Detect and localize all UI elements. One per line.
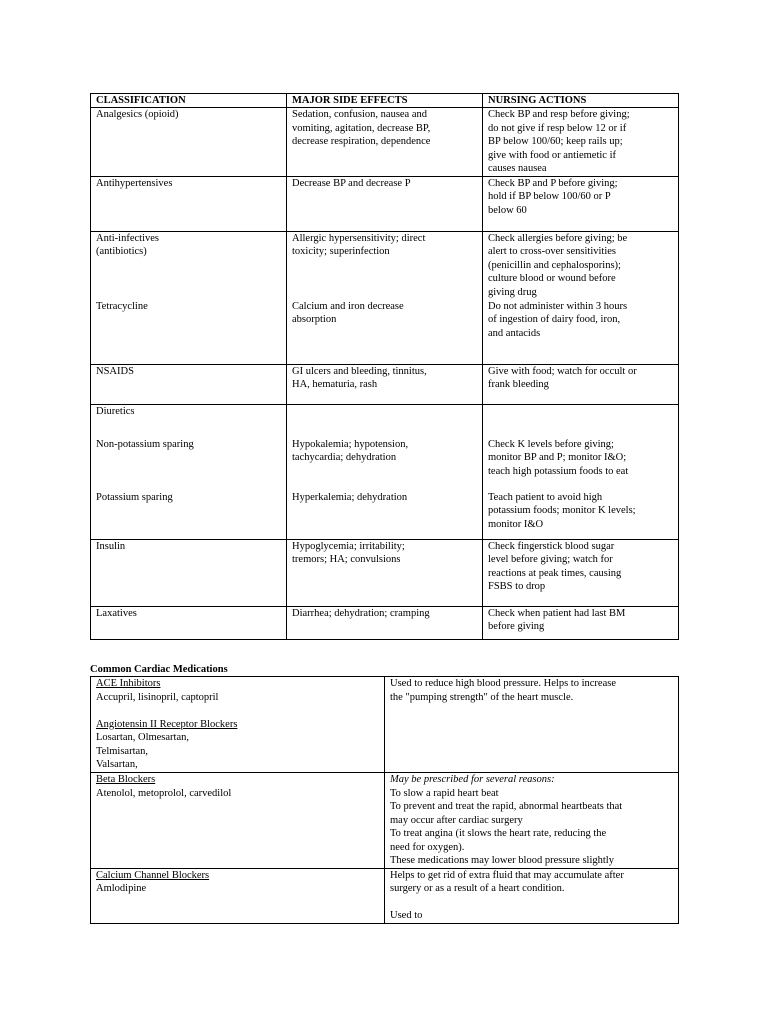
sub-entry	[488, 438, 673, 479]
side-effects-cell	[287, 539, 483, 606]
drug-use-cell	[385, 677, 679, 773]
cell-text-line: do not give if resp below 12 or if	[488, 122, 627, 134]
cell-text-line: Calcium and iron decrease	[292, 300, 404, 312]
cell-text-line: causes nausea	[488, 163, 547, 174]
cell-text-line: teach high potassium foods to eat	[488, 465, 629, 477]
cell-text-line: Diuretics	[96, 405, 135, 417]
cell-text-line: To slow a rapid heart beat	[390, 787, 499, 799]
side-effects-cell	[287, 404, 483, 539]
cell-text-line: absorption	[292, 314, 337, 325]
cell-text-line: need for oxygen).	[390, 841, 465, 853]
cell-text-line: Analgesics (opioid)	[96, 109, 179, 120]
cell-text-line: BP below 100/60; keep rails up;	[488, 136, 623, 147]
sub-entry	[292, 300, 477, 327]
cell-text-line: and antacids	[488, 327, 541, 339]
nursing-actions-cell	[483, 539, 679, 606]
cell-text-line: To prevent and treat the rapid, abnormal heartbeats that	[390, 801, 623, 812]
cell-text-line: Check BP and P before giving;	[488, 177, 618, 189]
table-row	[91, 108, 679, 177]
cell-text-line: (penicillin and cephalosporins);	[488, 259, 621, 271]
classification-cell	[91, 539, 287, 606]
column-header-nursing-actions: NURSING ACTIONS	[483, 94, 679, 108]
cell-text-line: Hypoglycemia; irritability;	[292, 540, 405, 552]
cell-text-line: May be prescribed for several reasons:	[390, 774, 555, 785]
nursing-actions-cell	[483, 606, 679, 639]
table-row	[91, 364, 679, 404]
cell-text-line: monitor BP and P; monitor I&O;	[488, 452, 627, 463]
cell-text-line: tremors; HA; convulsions	[292, 554, 401, 565]
cell-text-line: Do not administer within 3 hours	[488, 300, 628, 312]
cardiac-section-title: Common Cardiac Medications	[90, 664, 228, 675]
table-row	[91, 773, 679, 869]
cell-text-line: Give with food; watch for occult or	[488, 365, 637, 377]
cell-text-line: Non-potassium sparing	[96, 438, 194, 450]
cell-text-line: Used to	[390, 910, 423, 921]
side-effects-cell	[287, 231, 483, 364]
nursing-actions-cell	[483, 231, 679, 364]
table-row	[91, 231, 679, 364]
classification-cell	[91, 176, 287, 231]
drug-class-heading: Beta Blockers	[96, 774, 156, 785]
cell-text-line: Teach patient to avoid high	[488, 491, 603, 503]
cell-text-line: Laxatives	[96, 607, 137, 619]
nursing-actions-cell	[483, 404, 679, 539]
cell-text-line: tachycardia; dehydration	[292, 452, 397, 463]
cell-text-line: the "pumping strength" of the heart muscle.	[390, 691, 574, 703]
table-row	[91, 677, 679, 773]
side-effects-cell	[287, 176, 483, 231]
classification-cell	[91, 404, 287, 539]
cell-text-line: To treat angina (it slows the heart rate, reducing the	[390, 828, 607, 839]
nursing-actions-cell	[483, 176, 679, 231]
cell-text-line: Losartan, Olmesartan,	[96, 732, 190, 743]
cell-text-line: HA, hematuria, rash	[292, 379, 378, 390]
classification-cell	[91, 364, 287, 404]
cell-text-line: giving drug	[488, 286, 537, 298]
cell-text-line: Accupril, lisinopril, captopril	[96, 691, 219, 703]
table-row	[91, 868, 679, 923]
cell-text-line: Tetracycline	[96, 300, 148, 312]
cell-text-line: surgery or as a result of a heart condition.	[390, 883, 565, 894]
cell-text-line: decrease respiration, dependence	[292, 136, 431, 147]
cell-text-line: Check allergies before giving; be	[488, 232, 628, 244]
cell-text-line: give with food or antiemetic if	[488, 149, 617, 161]
cell-text-line: toxicity; superinfection	[292, 246, 390, 257]
side-effects-cell	[287, 606, 483, 639]
cell-text-line	[96, 704, 379, 718]
cell-text-line: level before giving; watch for	[488, 554, 613, 565]
cell-text-line: Valsartan,	[96, 759, 138, 770]
cell-text-line: monitor I&O	[488, 518, 544, 530]
sub-entry	[96, 491, 281, 505]
cell-text-line: before giving	[488, 621, 545, 632]
nursing-actions-cell	[483, 364, 679, 404]
cell-text-line: Diarrhea; dehydration; cramping	[292, 607, 430, 619]
side-effects-cell	[287, 108, 483, 177]
cell-text-line: below 60	[488, 204, 527, 216]
cell-text-line: FSBS to drop	[488, 581, 546, 592]
cell-text-line: alert to cross-over sensitivities	[488, 246, 617, 257]
cell-text-line: GI ulcers and bleeding, tinnitus,	[292, 365, 427, 377]
cell-text-line: Atenolol, metoprolol, carvedilol	[96, 787, 232, 799]
cell-text-line: Potassium sparing	[96, 491, 173, 503]
cell-text-line: vomiting, agitation, decrease BP,	[292, 122, 431, 134]
cell-text-line: (antibiotics)	[96, 246, 147, 257]
sub-entry	[292, 491, 477, 505]
column-header-side-effects: MAJOR SIDE EFFECTS	[287, 94, 483, 108]
classification-cell	[91, 231, 287, 364]
cell-text-line: Allergic hypersensitivity; direct	[292, 232, 426, 244]
drug-use-cell	[385, 868, 679, 923]
cell-text-line: Hypokalemia; hypotension,	[292, 438, 409, 450]
sub-entry	[96, 300, 281, 314]
table-row	[91, 404, 679, 539]
sub-entry	[488, 491, 673, 532]
cell-text-line: Antihypertensives	[96, 177, 173, 189]
table-header-row	[91, 94, 679, 108]
drug-class-heading: Calcium Channel Blockers	[96, 869, 210, 881]
side-effects-cell	[287, 364, 483, 404]
cell-text-line: of ingestion of dairy food, iron,	[488, 314, 621, 325]
cell-text-line: Check BP and resp before giving;	[488, 109, 630, 120]
classification-cell	[91, 606, 287, 639]
cell-text-line: potassium foods; monitor K levels;	[488, 505, 636, 516]
drug-class-heading: Angiotensin II Receptor Blockers	[96, 718, 238, 730]
cell-text-line: Check when patient had last BM	[488, 607, 626, 619]
cell-text-line: Helps to get rid of extra fluid that may accumulate after	[390, 869, 624, 881]
cell-text-line: Used to reduce high blood pressure. Helps to increase	[390, 678, 616, 689]
cell-text-line: culture blood or wound before	[488, 273, 616, 284]
cell-text-line: NSAIDS	[96, 365, 134, 377]
table-row	[91, 539, 679, 606]
cardiac-medications-table	[90, 676, 679, 924]
cell-text-line: may occur after cardiac surgery	[390, 814, 523, 826]
column-header-classification: CLASSIFICATION	[91, 94, 287, 108]
table-row	[91, 606, 679, 639]
cell-text-line: reactions at peak times, causing	[488, 567, 622, 579]
sub-entry	[96, 438, 281, 452]
drug-class-heading: ACE Inhibitors	[96, 678, 161, 689]
drug-use-cell	[385, 773, 679, 869]
sub-entry	[488, 300, 673, 341]
drug-class-cell	[91, 677, 385, 773]
cell-text-line: Check K levels before giving;	[488, 438, 614, 450]
cell-text-line: Hyperkalemia; dehydration	[292, 491, 408, 503]
cell-text-line: Anti-infectives	[96, 232, 159, 244]
nursing-actions-cell	[483, 108, 679, 177]
cell-text-line: Check fingerstick blood sugar	[488, 540, 615, 552]
medications-table	[90, 93, 679, 640]
cell-text-line: These medications may lower blood pressure slightly	[390, 855, 614, 866]
cell-text-line	[390, 896, 673, 910]
cell-text-line: frank bleeding	[488, 379, 549, 390]
classification-cell	[91, 108, 287, 177]
drug-class-cell	[91, 868, 385, 923]
cell-text-line: hold if BP below 100/60 or P	[488, 191, 611, 202]
cell-text-line: Insulin	[96, 540, 126, 552]
table-row	[91, 176, 679, 231]
cell-text-line: Telmisartan,	[96, 745, 149, 757]
sub-entry	[292, 438, 477, 465]
cell-text-line: Amlodipine	[96, 883, 147, 894]
cell-text-line: Decrease BP and decrease P	[292, 177, 411, 189]
drug-class-cell	[91, 773, 385, 869]
cell-text-line: Sedation, confusion, nausea and	[292, 109, 428, 120]
